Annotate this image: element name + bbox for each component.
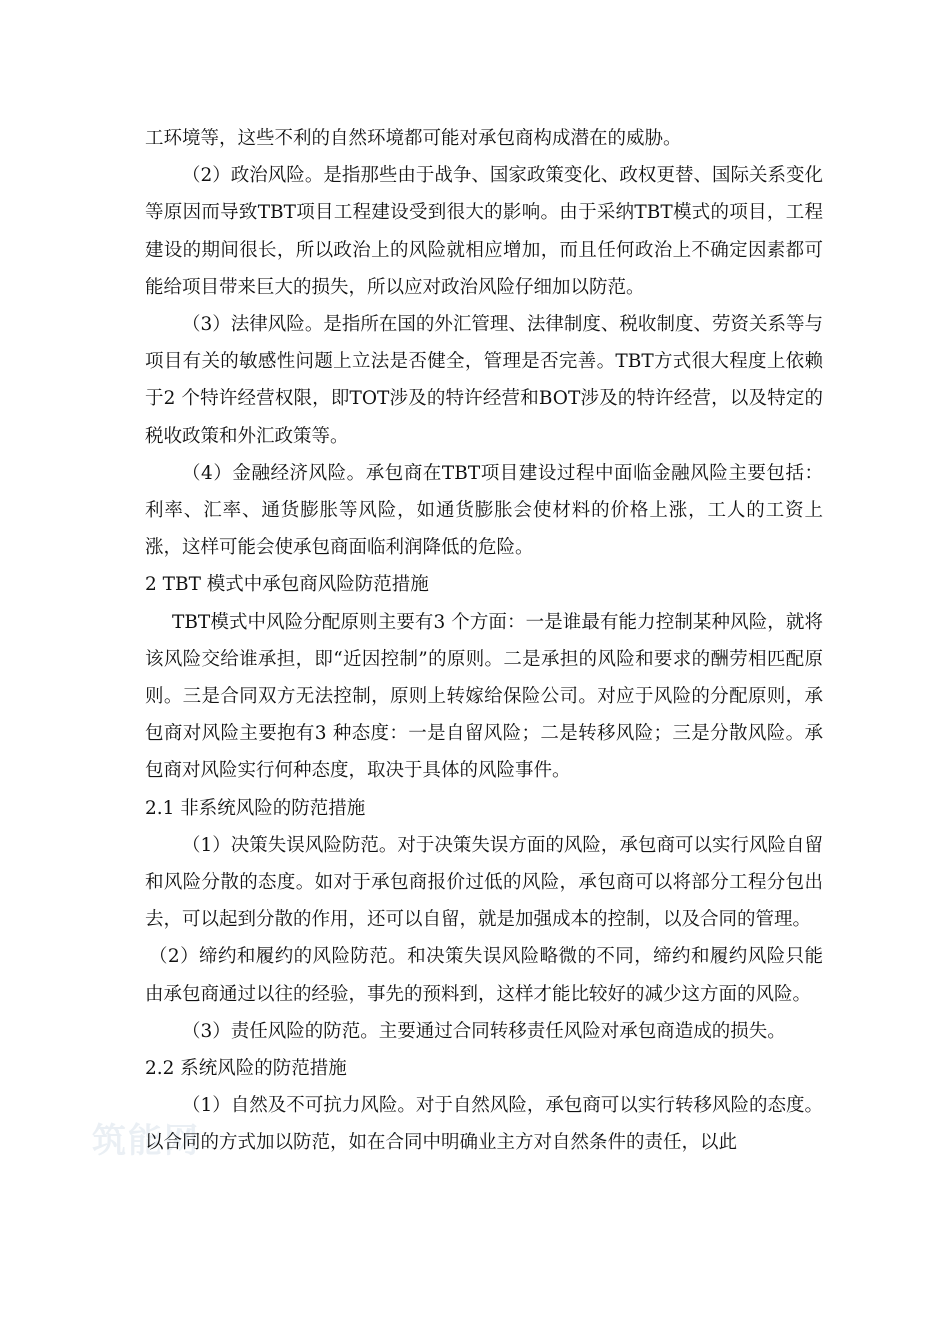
paragraph-natural-risk: （1）自然及不可抗力风险。对于自然风险，承包商可以实行转移风险的态度。以合同的方式加以防范，如在合同中明确业主方对自然条件的责任，以此 xyxy=(145,1095,823,1154)
section-heading-2-1: 2.1 非系统风险的防范措施 xyxy=(145,797,366,819)
section-heading-2-2: 2.2 系统风险的防范措施 xyxy=(145,1058,347,1080)
paragraph-legal-risk: （3）法律风险。是指所在国的外汇管理、法律制度、税收制度、劳资关系等与项目有关的敏感性问题上立法是否健全，管理是否完善。TBT方式很大程度上依赖于2 个特许经营权限，即TOT涉及的特许经营和BOT涉及的特许经营，以及特定的税收政策和外汇政策等。 xyxy=(145,314,823,447)
paragraph-financial-risk: （4）金融经济风险。承包商在TBT项目建设过程中面临金融风险主要包括：利率、汇率、通货膨胀等风险，如通货膨胀会使材料的价格上涨，工人的工资上涨，这样可能会使承包商面临利润降低的危险。 xyxy=(145,462,823,559)
paragraph-political-risk: （2）政治风险。是指那些由于战争、国家政策变化、政权更替、国际关系变化等原因而导致TBT项目工程建设受到很大的影响。由于采纳TBT模式的项目，工程建设的期间很长，所以政治上的风险就相应增加，而且任何政治上不确定因素都可能给项目带来巨大的损失，所以应对政治风险仔细加以防范。 xyxy=(145,165,823,298)
paragraph-risk-allocation: TBT模式中风险分配原则主要有3 个方面：一是谁最有能力控制某种风险，就将该风险交给谁承担，即“近因控制”的原则。二是承担的风险和要求的酬劳相匹配原则。三是合同双方无法控制，原则上转嫁给保险公司。对应于风险的分配原则，承包商对风险主要抱有3 种态度：一是自留风险；二是转移风险；三是分散风险。承包商对风险实行何种态度，取决于具体的风险事件。 xyxy=(145,611,823,782)
section-heading-2: 2 TBT 模式中承包商风险防范措施 xyxy=(145,574,429,596)
paragraph-liability-risk: （3）责任风险的防范。主要通过合同转移责任风险对承包商造成的损失。 xyxy=(182,1020,786,1042)
paragraph-continuation: 工环境等，这些不利的自然环境都可能对承包商构成潜在的威胁。 xyxy=(145,128,682,149)
document-body xyxy=(145,120,823,1162)
paragraph-decision-risk: （1）决策失误风险防范。对于决策失误方面的风险，承包商可以实行风险自留和风险分散的态度。如对于承包商报价过低的风险，承包商可以将部分工程分包出去，可以起到分散的作用，还可以自留，就是加强成本的控制，以及合同的管理。 xyxy=(145,834,823,931)
watermark: 筑能网 xyxy=(92,1121,200,1161)
paragraph-contract-risk: （2）缔约和履约的风险防范。和决策失误风险略微的不同，缔约和履约风险只能由承包商通过以往的经验，事先的预料到，这样才能比较好的减少这方面的风险。 xyxy=(145,946,823,1005)
